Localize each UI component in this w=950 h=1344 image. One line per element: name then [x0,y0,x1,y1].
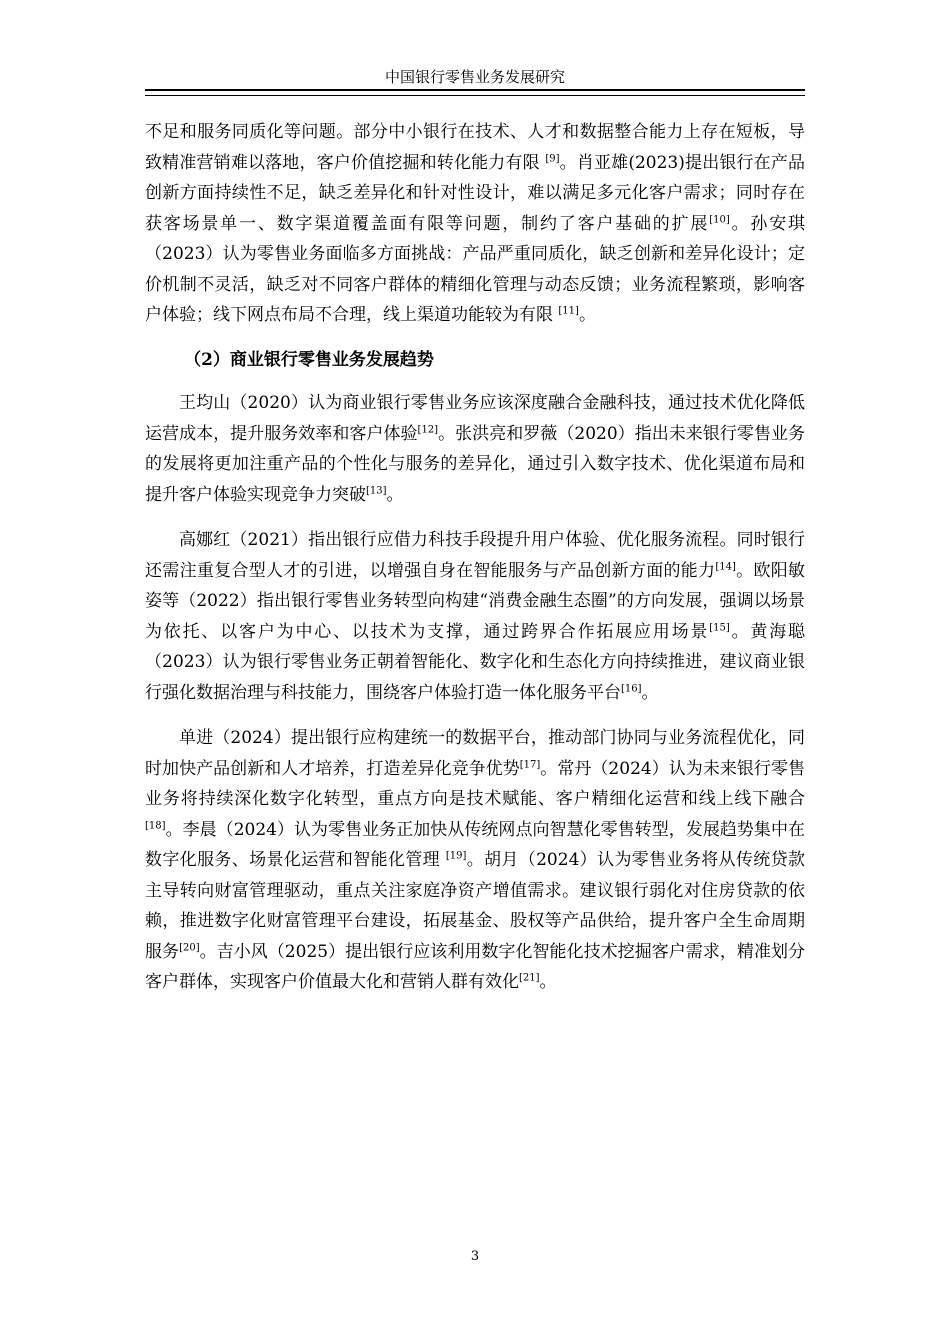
citation-ref: [14] [715,560,736,572]
text-run: 不足和服务同质化等问题。部分中小银行在技术、人才和数据整合能力上存在短板，导致精准营销难以落地，客户价值挖掘和转化能力有限 [145,122,805,173]
section-heading: （2）商业银行零售业务发展趋势 [184,349,434,370]
text-run: 。胡月（2024）认为零售业务将从传统贷款主导转向财富管理驱动，重点关注家庭净资产增值需求。建议银行弱化对住房贷款的依赖，推进数字化财富管理平台建设，拓展基金、股权等产品供给，提升客户全生命周期服务 [145,850,806,962]
text-run: 。黄海聪（2023）认为银行零售业务正朝着智能化、数字化和生态化方向持续推进，建议商业银行强化数据治理与科技能力，围绕客户体验打造一体化服务平台 [145,621,806,703]
header-rule-thick [145,89,805,91]
text-run: 。肖亚雄(2023)提出银行在产品创新方面持续性不足，缺乏差异化和针对性设计，难以满足多元化客户需求；同时存在获客场景单一、数字渠道覆盖面有限等问题，制约了客户基础的扩展 [145,152,806,234]
text-run: 。 [539,972,557,992]
citation-ref: [9] [545,152,560,164]
text-run: 。吉小风（2025）提出银行应该利用数字化智能化技术挖掘客户需求，精准划分客户群体，实现客户价值最大化和营销人群有效化 [145,941,806,992]
paragraph [145,723,805,998]
paragraph [145,525,805,708]
text-run: 。张洪亮和罗薇（2020）指出未来银行零售业务的发展将更加注重产品的个性化与服务的差异化，通过引入数字技术、优化渠道布局和提升客户体验实现竞争力突破 [145,423,806,505]
paragraph-continued [145,117,805,331]
citation-ref: [12] [417,423,439,435]
running-header: 中国银行零售业务发展研究 [384,68,565,86]
text-run: 。李晨（2024）认为零售业务正加快从传统网点向智慧化零售转型，发展趋势集中在数字化服务、场景化运营和智能化管理 [145,819,805,870]
text-run: 。 [386,484,404,505]
text-run: 。常丹（2024）认为未来银行零售业务将持续深化数字化转型，重点方向是技术赋能、客户精细化运营和线上线下融合 [145,758,805,809]
citation-ref: [11] [558,305,579,317]
citation-ref: [16] [621,682,642,694]
citation-ref: [10] [709,213,730,225]
citation-ref: [15] [709,621,730,633]
header-rule-thin [145,95,805,96]
page-body [145,117,805,998]
text-run: 。欧阳敏姿等（2022）指出银行零售业务转型向构建“消费金融生态圈”的方向发展，强调以场景为依托、以客户为中心、以技术为支撑，通过跨界合作拓展应用场景 [145,560,806,642]
text-run: 。 [641,682,659,703]
text-run: 。 [578,305,596,325]
page-number: 3 [470,1249,480,1264]
citation-ref: [21] [519,972,540,984]
citation-ref: [18] [145,819,166,831]
text-run: 。孙安琪（2023）认为零售业务面临多方面挑战：产品严重同质化，缺乏创新和差异化设计；定价机制不灵活，缺乏对不同客户群体的精细化管理与动态反馈；业务流程繁琐，影响客户体验；线下网点布局不合理，线上渠道功能较为有限 [145,213,806,325]
paragraph [145,388,805,510]
citation-ref: [19] [445,850,467,862]
citation-ref: [13] [366,484,387,496]
text-run: 王均山（2020）认为商业银行零售业务应该深度融合金融科技，通过技术优化降低运营成本，提升服务效率和客户体验 [145,393,805,444]
citation-ref: [20] [179,941,200,953]
citation-ref: [17] [519,758,541,770]
text-run: 高娜红（2021）指出银行应借力科技手段提升用户体验、优化服务流程。同时银行还需注重复合型人才的引进，以增强自身在智能服务与产品创新方面的能力 [145,530,805,581]
text-run: 单进（2024）提出银行应构建统一的数据平台，推动部门协同与业务流程优化，同时加快产品创新和人才培养，打造差异化竞争优势 [145,728,805,779]
